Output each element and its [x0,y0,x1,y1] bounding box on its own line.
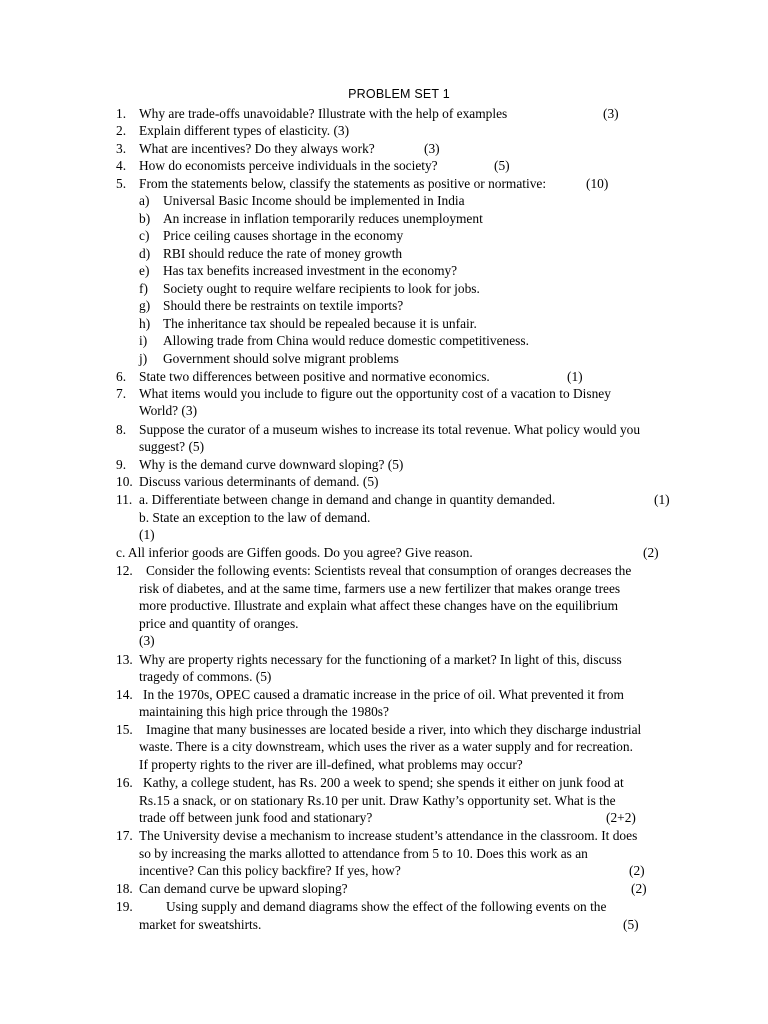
question-number: 13. [116,652,133,667]
question-text: risk of diabetes, and at the same time, farmers use a new fertilizer that makes orange trees [139,581,621,596]
question-text: Using supply and demand diagrams show the effect of the following events on the [166,899,607,914]
question-text: tragedy of commons. (5) [139,669,272,684]
question-text: State two differences between positive and normative economics. [139,369,490,384]
question-text: waste. There is a city downstream, which uses the river as a water supply and for recreation. [139,739,633,754]
question-number: 14. [116,687,133,702]
question-text: Imagine that many businesses are located beside a river, into which they discharge industrial [146,722,642,737]
question-number: 12. [116,563,133,578]
statement-text: Price ceiling causes shortage in the economy [163,228,404,243]
question-text: market for sweatshirts. [139,917,262,932]
question-text: c. All inferior goods are Giffen goods. Do you agree? Give reason. [116,545,473,560]
statement-label: e) [139,263,150,278]
question-number: 19. [116,899,133,914]
page-title: PROBLEM SET 1 [348,87,450,101]
statement-label: g) [139,298,151,313]
statement-label: c) [139,228,150,243]
statement-label: a) [139,193,150,208]
question-number: 7. [116,386,127,401]
question-marks: (1) [654,492,670,507]
statement-text: Government should solve migrant problems [163,351,399,366]
question-text: trade off between junk food and stationary? [139,810,373,825]
question-marks: (1) [567,369,583,384]
statement-label: d) [139,246,151,261]
question-number: 11. [116,492,133,507]
question-number: 6. [116,369,127,384]
question-marks: (2) [643,545,659,560]
question-number: 4. [116,158,127,173]
question-marks: (2+2) [606,810,636,825]
question-number: 5. [116,176,127,191]
question-text: If property rights to the river are ill-defined, what problems may occur? [139,757,523,772]
question-marks: (2) [629,863,645,878]
question-text: Why are property rights necessary for the functioning of a market? In light of this, discuss [139,652,622,667]
question-text: a. Differentiate between change in demand and change in quantity demanded. [139,492,556,507]
question-text: so by increasing the marks allotted to attendance from 5 to 10. Does this work as an [139,846,588,861]
question-number: 8. [116,422,127,437]
question-text: Discuss various determinants of demand. (5) [139,474,379,489]
question-number: 10. [116,474,133,489]
question-text: How do economists perceive individuals in the society? [139,158,438,173]
question-marks: (10) [586,176,609,191]
question-number: 3. [116,141,127,156]
statement-text: Allowing trade from China would reduce domestic competitiveness. [163,333,529,348]
question-marks: (5) [494,158,510,173]
statement-text: Society ought to require welfare recipients to look for jobs. [163,281,480,296]
question-number: 2. [116,123,127,138]
question-text: Why are trade-offs unavoidable? Illustrate with the help of examples [139,106,508,121]
statement-text: An increase in inflation temporarily reduces unemployment [163,211,483,226]
question-text: price and quantity of oranges. [139,616,299,631]
question-marks: (3) [139,633,155,648]
statement-label: b) [139,211,151,226]
question-number: 16. [116,775,133,790]
question-text: Consider the following events: Scientists reveal that consumption of oranges decreases the [146,563,632,578]
statement-label: f) [139,281,148,296]
question-text: From the statements below, classify the statements as positive or normative: [139,176,547,191]
statement-label: j) [139,351,148,366]
question-number: 9. [116,457,127,472]
statement-text: Should there be restraints on textile imports? [163,298,404,313]
question-text: Why is the demand curve downward sloping? (5) [139,457,404,472]
question-text: What items would you include to figure out the opportunity cost of a vacation to Disney [139,386,611,401]
statement-text: Has tax benefits increased investment in the economy? [163,263,458,278]
question-number: 1. [116,106,127,121]
question-text: Explain different types of elasticity. (3) [139,123,350,138]
question-marks: (2) [631,881,647,896]
question-text: Kathy, a college student, has Rs. 200 a week to spend; she spends it either on junk food at [143,775,624,790]
question-number: 18. [116,881,133,896]
statement-text: RBI should reduce the rate of money growth [163,246,403,261]
question-number: 15. [116,722,133,737]
question-marks: (3) [424,141,440,156]
question-marks: (1) [139,527,155,542]
question-marks: (3) [603,106,619,121]
question-text: The University devise a mechanism to increase student’s attendance in the classroom. It does [139,828,638,843]
question-number: 17. [116,828,133,843]
statement-text: The inheritance tax should be repealed because it is unfair. [163,316,477,331]
statement-label: i) [139,333,148,348]
statement-label: h) [139,316,151,331]
question-text: incentive? Can this policy backfire? If yes, how? [139,863,401,878]
question-text: suggest? (5) [139,439,205,454]
question-text: What are incentives? Do they always work? [139,141,375,156]
question-text: b. State an exception to the law of demand. [139,510,371,525]
question-text: Suppose the curator of a museum wishes to increase its total revenue. What policy would you [139,422,641,437]
question-text: more productive. Illustrate and explain what affect these changes have on the equilibrium [139,598,619,613]
statement-text: Universal Basic Income should be implemented in India [163,193,465,208]
question-text: World? (3) [139,403,198,418]
question-text: maintaining this high price through the 1980s? [139,704,389,719]
question-marks: (5) [623,917,639,932]
question-text: Can demand curve be upward sloping? [139,881,348,896]
question-text: Rs.15 a snack, or on stationary Rs.10 per unit. Draw Kathy’s opportunity set. What is the [139,793,616,808]
question-text: In the 1970s, OPEC caused a dramatic increase in the price of oil. What prevented it from [143,687,624,702]
